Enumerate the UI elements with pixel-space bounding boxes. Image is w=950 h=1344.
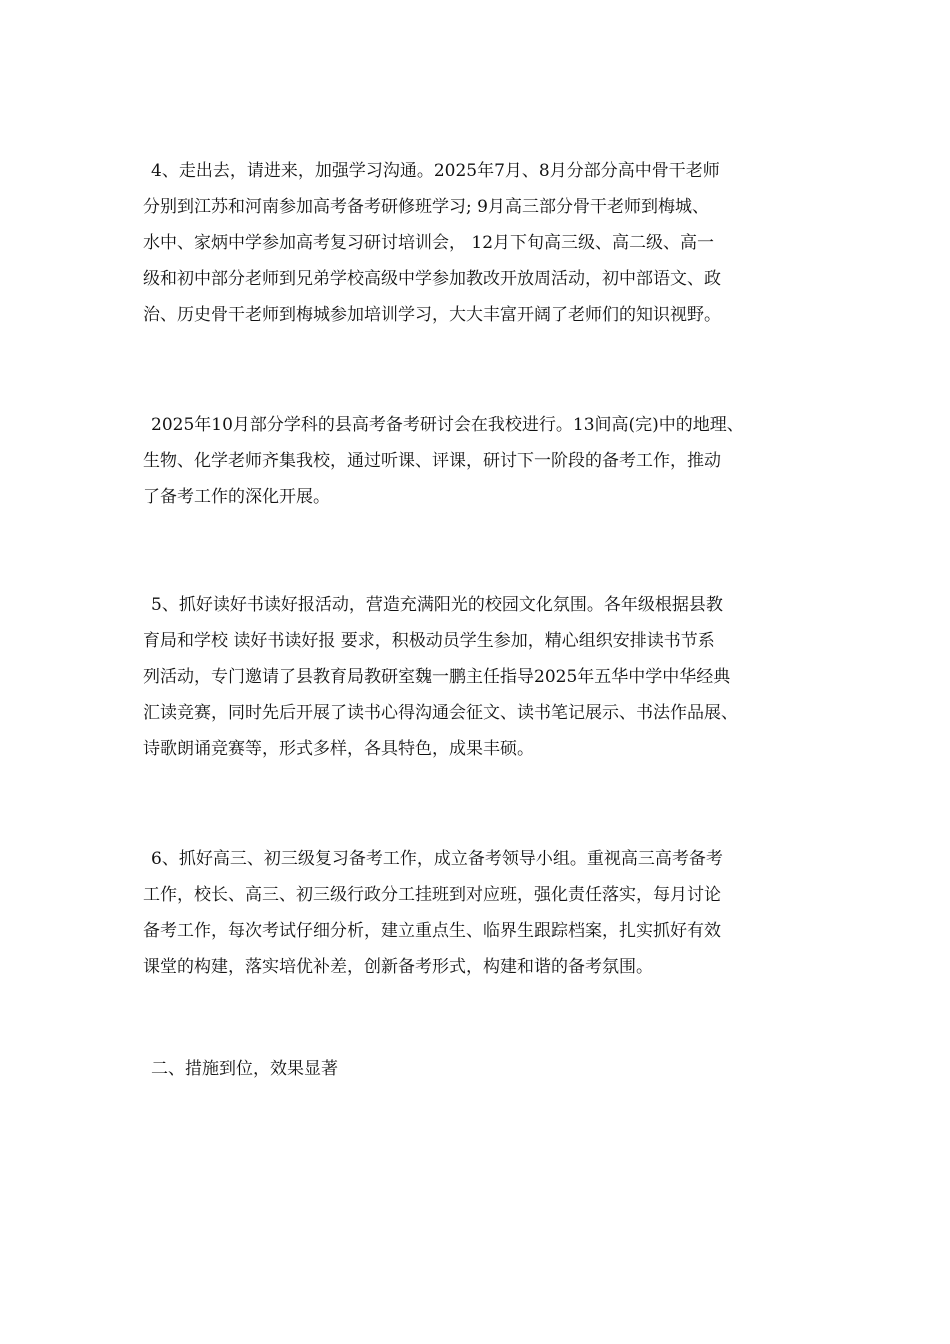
text-line: 4、走出去，请进来，加强学习沟通。2025年7月、8月分部分高中骨干老师 xyxy=(151,161,720,181)
text-line: 级和初中部分老师到兄弟学校高级中学参加教改开放周活动，初中部语文、政 xyxy=(143,269,721,289)
text-line: 水中、家炳中学参加高考复习研讨培训会， 12月下旬高三级、高二级、高一 xyxy=(143,233,715,253)
text-line: 6、抓好高三、初三级复习备考工作，成立备考领导小组。重视高三高考备考 xyxy=(151,849,723,869)
text-line: 诗歌朗诵竞赛等，形式多样，各具特色，成果丰硕。 xyxy=(143,739,534,759)
text-line: 汇读竞赛，同时先后开展了读书心得沟通会征文、读书笔记展示、书法作品展、 xyxy=(143,703,738,723)
text-line: 了备考工作的深化开展。 xyxy=(143,487,330,507)
paragraph-study-exchange xyxy=(143,153,823,333)
text-line: 育局和学校 读好书读好报 要求，积极动员学生参加，精心组织安排读书节系 xyxy=(143,631,715,651)
section-heading xyxy=(143,1051,823,1087)
text-line: 生物、化学老师齐集我校，通过听课、评课，研讨下一阶段的备考工作，推动 xyxy=(143,451,721,471)
heading-text: 二、措施到位，效果显著 xyxy=(151,1059,338,1079)
text-line: 分别到江苏和河南参加高考备考研修班学习; 9月高三部分骨干老师到梅城、 xyxy=(143,197,709,217)
text-line: 2025年10月部分学科的县高考备考研讨会在我校进行。13间高(完)中的地理、 xyxy=(151,415,744,435)
paragraph-seminar xyxy=(143,407,823,515)
paragraph-reading-activity xyxy=(143,587,823,767)
text-line: 5、抓好读好书读好报活动，营造充满阳光的校园文化氛围。各年级根据县教 xyxy=(151,595,723,615)
text-line: 治、历史骨干老师到梅城参加培训学习，大大丰富开阔了老师们的知识视野。 xyxy=(143,305,721,325)
text-line: 工作，校长、高三、初三级行政分工挂班到对应班，强化责任落实，每月讨论 xyxy=(143,885,721,905)
text-line: 课堂的构建，落实培优补差，创新备考形式，构建和谐的备考氛围。 xyxy=(143,957,653,977)
paragraph-exam-preparation xyxy=(143,841,823,985)
text-line: 备考工作，每次考试仔细分析，建立重点生、临界生跟踪档案，扎实抓好有效 xyxy=(143,921,721,941)
text-line: 列活动，专门邀请了县教育局教研室魏一鹏主任指导2025年五华中学中华经典 xyxy=(143,667,731,687)
